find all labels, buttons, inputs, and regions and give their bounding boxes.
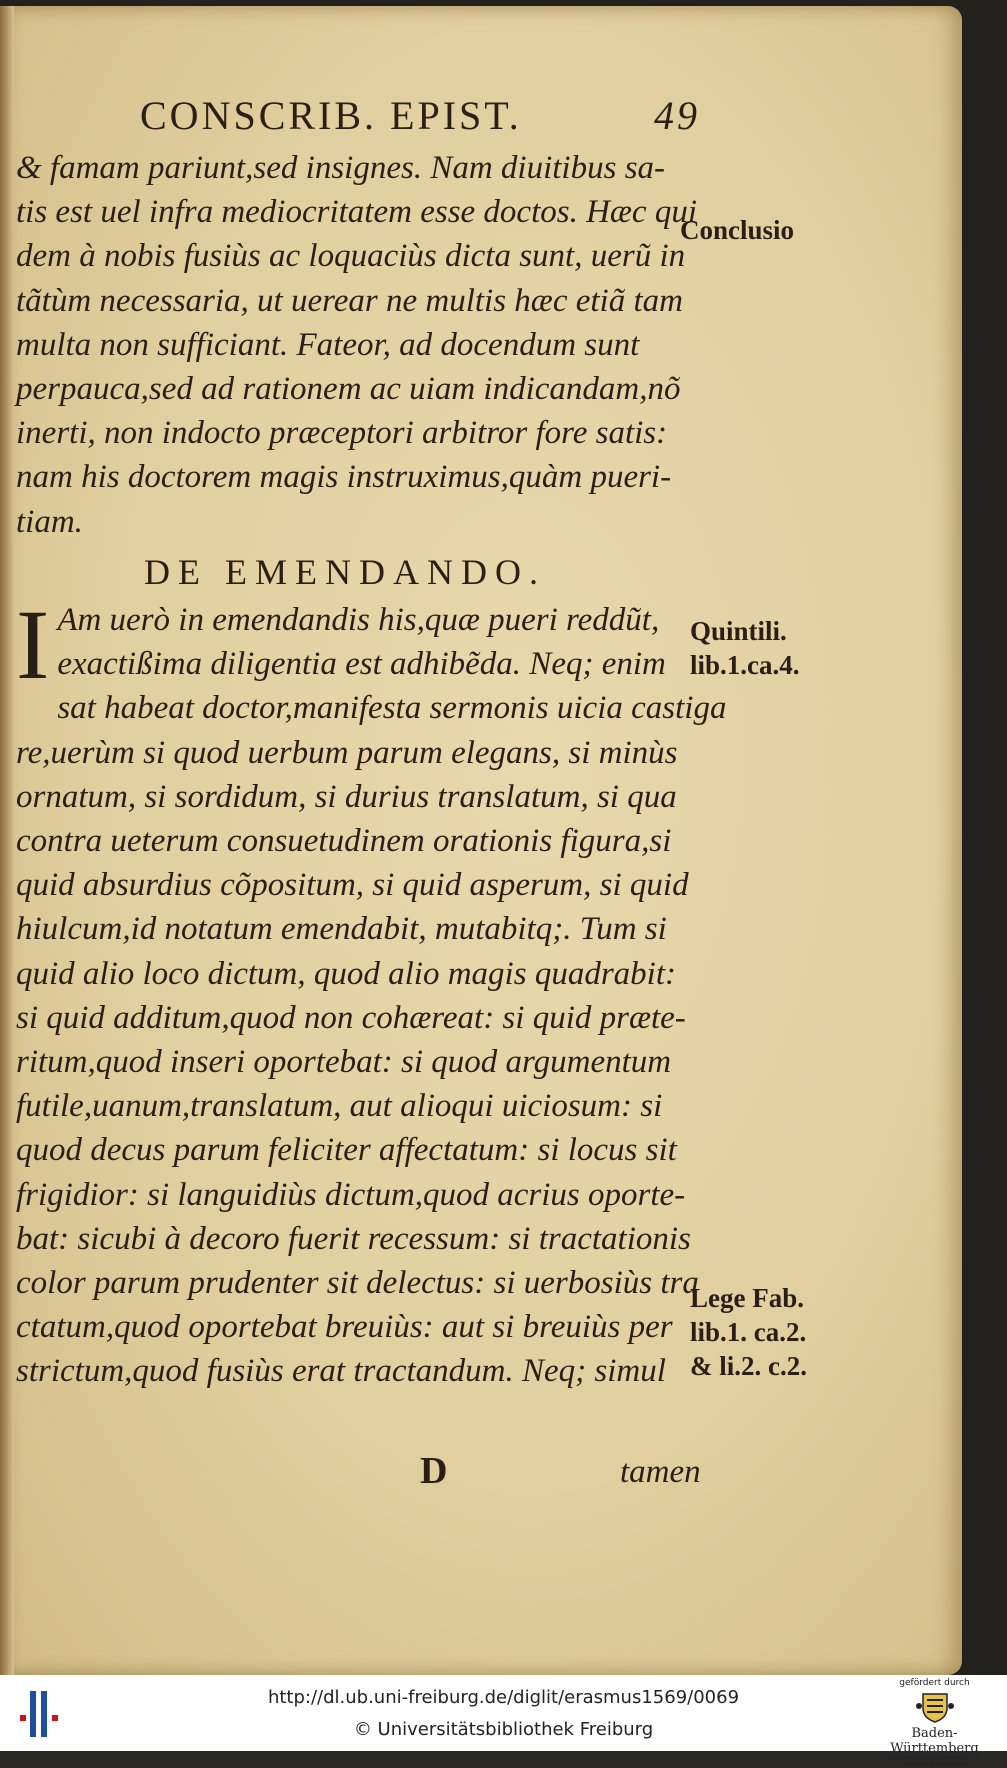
coat-of-arms-icon (915, 1690, 955, 1724)
text-line: re,uerùm si quod uerbum parum elegans, si minùs (16, 734, 678, 771)
text-line: quod decus parum feliciter affectatum: si locus sit (16, 1132, 677, 1169)
text-line: hiulcum,id notatum emendabit, mutabitq;. Tum si (16, 911, 667, 948)
text-line: dem à nobis fusiùs ac loquaciùs dicta sunt, uerũ in (16, 238, 686, 275)
catchword: tamen (620, 1454, 701, 1490)
copyright-notice: © Universitätsbibliothek Freiburg (353, 1719, 654, 1740)
text-line: perpauca,sed ad rationem ac uiam indicandam,nõ (16, 371, 681, 408)
text-line: exactißima diligentia est adhibẽda. Neq; enim (57, 646, 666, 683)
text-line: inerti, non indocto præceptori arbitror fore satis: (16, 415, 668, 452)
margin-note-lege-fab (690, 1281, 807, 1383)
drop-cap: I (16, 589, 50, 701)
margin-note-text: Conclusio (680, 215, 795, 245)
text-line: si quid additum,quod non cohæreat: si quid præte- (16, 999, 686, 1036)
text-line: ornatum, si sordidum, si durius translatum, si qua (16, 778, 677, 815)
margin-note-text: & li.2. c.2. (690, 1351, 807, 1381)
paragraph-de-emendando (16, 589, 727, 1394)
text-line: Am uerò in emendandis his,quæ pueri reddũt, (57, 602, 660, 639)
margin-note-conclusio (680, 213, 794, 247)
text-line: ctatum,quod oportebat breuiùs: aut si breuiùs per (16, 1309, 673, 1346)
running-title: CONSCRIB. EPIST. (140, 93, 522, 138)
margin-note-text: Lege Fab. (690, 1283, 804, 1313)
sponsor-label: gefördert durch (899, 1678, 970, 1688)
text-line: & famam pariunt,sed insignes. Nam diuitibus sa- (16, 150, 666, 186)
text-line: frigidior: si languidiùs dictum,quod acrius oporte- (16, 1176, 686, 1213)
signature-mark: D (420, 1450, 448, 1492)
text-line: quid alio loco dictum, quod alio magis quadrabit: (16, 955, 676, 992)
text-line: nam his doctorem magis instruximus,quàm pueri- (16, 459, 672, 496)
section-heading: DE EMENDANDO. (144, 551, 546, 592)
text-line: sat habeat doctor,manifesta sermonis uicia castiga (57, 690, 727, 727)
paragraph-conclusion (16, 146, 696, 544)
text-line: multa non sufficiant. Fateor, ad docendum sunt (16, 326, 640, 363)
margin-note-quintilian (690, 614, 800, 682)
text-line: futile,uanum,translatum, aut alioqui uiciosum: si (16, 1088, 663, 1125)
running-header (140, 92, 700, 139)
text-line: bat: sicubi à decoro fuerit recessum: si tractationis (16, 1220, 691, 1257)
text-line: quid absurdius cõpositum, si quid asperum, si quid (16, 867, 689, 904)
text-line: tiam. (16, 503, 83, 540)
footer-bar (0, 1675, 1007, 1768)
permalink-url[interactable]: http://dl.ub.uni-freiburg.de/diglit/erasmus1569/0069 (267, 1687, 740, 1708)
text-line: contra ueterum consuetudinem orationis figura,si (16, 823, 672, 860)
text-line: tãtùm necessaria, ut uerear ne multis hæc etiã tam (16, 282, 683, 319)
book-page (0, 6, 962, 1675)
margin-note-text: Quintili. (690, 616, 787, 646)
margin-note-text: lib.1.ca.4. (690, 650, 800, 680)
text-line: strictum,quod fusiùs erat tractandum. Neq; simul (16, 1353, 666, 1390)
text-line: ritum,quod inseri oportebat: si quod argumentum (16, 1044, 672, 1081)
page-gutter (0, 6, 14, 1675)
text-line: tis est uel infra mediocritatem esse doctos. Hæc qui (16, 194, 697, 231)
sponsor-subtitle: MINISTERIUM FÜR WISSENSCHAFT, FORSCHUNG UND KUNST (887, 1756, 982, 1768)
page-text (16, 146, 727, 1394)
margin-note-text: lib.1. ca.2. (690, 1317, 807, 1347)
text-line: color parum prudenter sit delectus: si uerbosiùs tra (16, 1265, 699, 1302)
page-number: 49 (654, 93, 700, 138)
sponsor-name: Baden-Württemberg (890, 1726, 979, 1756)
sponsor-block (872, 1678, 997, 1768)
